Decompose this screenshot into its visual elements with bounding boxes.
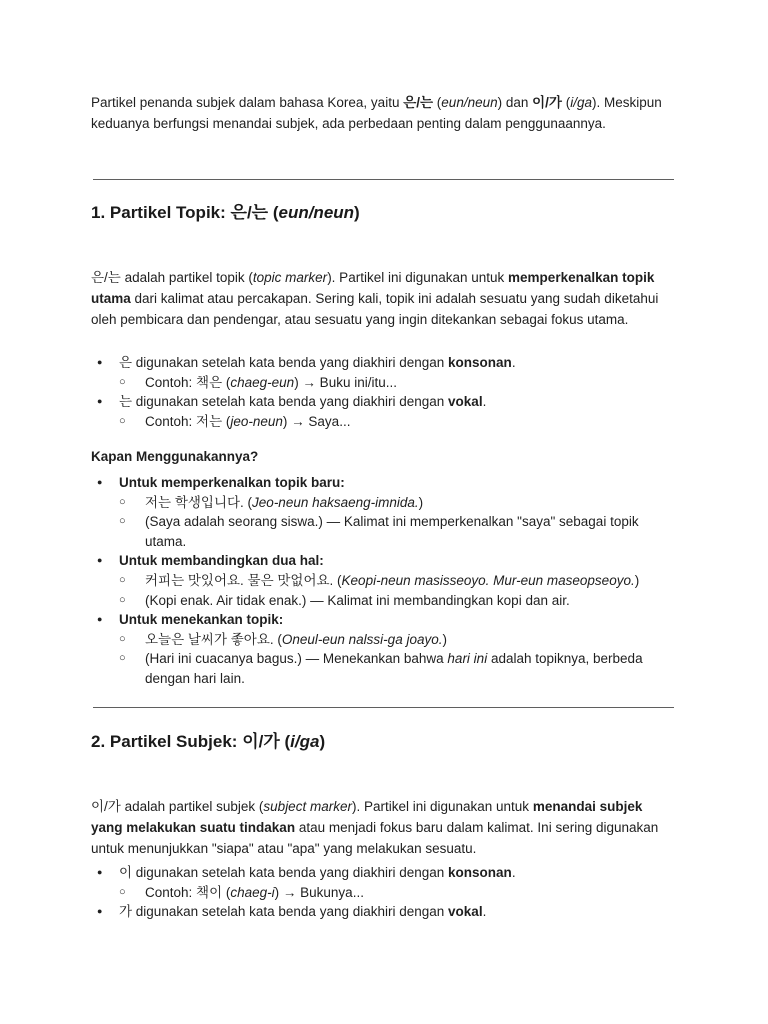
- example-korean: 커피는 맛있어요. 물은 맛없어요. (: [145, 572, 342, 588]
- heading-text: (: [279, 732, 291, 751]
- example-item: [119, 883, 671, 903]
- sub-list: [119, 883, 671, 903]
- section1-heading: [91, 201, 360, 225]
- intro-text: (: [561, 95, 571, 110]
- example-roman: chaeg-eun: [230, 374, 295, 390]
- item-bold: vokal: [448, 904, 483, 920]
- example-text: Contoh: 저는 (: [145, 413, 231, 429]
- intro-text: ). Meskipun keduanya berfungsi menandai subjek, ada perbedaan penting dalam penggunaannya.: [91, 95, 662, 131]
- item-text: 가 digunakan setelah kata benda yang diakhiri dengan: [119, 904, 449, 920]
- section1-description: [91, 267, 661, 330]
- explanation-text: (Kopi enak. Air tidak enak.) — Kalimat ini membandingkan kopi dan air.: [145, 592, 570, 608]
- heading-roman: i/ga: [290, 732, 320, 751]
- desc-text: 이/가 adalah partikel subjek (: [91, 799, 264, 814]
- explanation-italic: hari ini: [447, 651, 488, 667]
- explanation-text: (Hari ini cuacanya bagus.) — Menekankan bahwa: [145, 651, 448, 667]
- divider: [93, 707, 674, 708]
- intro-text: Partikel penanda subjek dalam bahasa Korea, yaitu: [91, 95, 404, 110]
- intro-paragraph: [91, 92, 691, 134]
- divider: [93, 179, 674, 180]
- example-text: ) → Buku ini/itu...: [294, 374, 397, 390]
- example-roman: jeo-neun: [230, 413, 283, 429]
- when-heading: Kapan Menggunakannya?: [91, 449, 259, 464]
- example-item: [119, 373, 671, 393]
- item-bold: konsonan: [448, 355, 512, 370]
- list-item: [91, 610, 671, 688]
- example-text: Contoh: 책은 (: [145, 374, 231, 390]
- desc-text: dari kalimat atau percakapan. Sering kali, topik ini adalah sesuatu yang sudah diketahui oleh pembicara dan pendengar, atau sesuatu yang ingin ditekankan sebagai fokus utama.: [91, 291, 659, 327]
- sub-list: [119, 571, 671, 610]
- example-item: [119, 630, 671, 650]
- list-item: [91, 551, 671, 610]
- desc-bold: menandai subjek yang melakukan suatu tindakan: [91, 799, 643, 835]
- list-item: [91, 902, 671, 922]
- explanation-text: adalah topiknya, berbeda dengan hari lain.: [145, 651, 643, 686]
- example-roman: Jeo-neun haksaeng-imnida.: [252, 494, 419, 510]
- list-item: [91, 392, 671, 431]
- item-bold: vokal: [448, 394, 483, 410]
- use-label: Untuk membandingkan dua hal:: [119, 553, 324, 569]
- example-text: ) → Bukunya...: [274, 884, 364, 900]
- item-text: 는 digunakan setelah kata benda yang diakhiri dengan: [119, 394, 449, 410]
- example-text: ): [442, 631, 447, 647]
- intro-korean: 은/는: [403, 95, 434, 110]
- example-roman: chaeg-i: [230, 884, 275, 900]
- heading-roman: eun/neun: [278, 203, 355, 222]
- intro-text: (: [433, 95, 442, 110]
- example-korean: 오늘은 날씨가 좋아요. (: [145, 631, 282, 647]
- heading-text: 2. Partikel Subjek:: [91, 732, 243, 751]
- intro-roman: eun/neun: [441, 95, 498, 110]
- item-text: .: [511, 865, 516, 880]
- item-text: .: [482, 394, 487, 410]
- sub-list: [119, 373, 671, 393]
- explanation-item: [119, 591, 671, 611]
- heading-text: ): [319, 732, 326, 751]
- heading-korean: 은/는: [230, 203, 269, 222]
- sub-list: [119, 630, 671, 689]
- heading-text: 1. Partikel Topik:: [91, 203, 231, 222]
- list-item: [91, 353, 671, 392]
- desc-text: 은/는 adalah partikel topik (: [91, 270, 253, 285]
- example-korean: 저는 학생입니다. (: [145, 494, 253, 510]
- use-label: Untuk menekankan topik:: [119, 612, 284, 628]
- item-text: .: [482, 904, 487, 920]
- explanation-item: [119, 512, 671, 551]
- desc-italic: subject marker: [263, 799, 352, 814]
- example-text: ): [418, 494, 424, 510]
- explanation-text: (Saya adalah seorang siswa.) — Kalimat ini memperkenalkan "saya" sebagai topik utama.: [145, 514, 639, 549]
- desc-text: ). Partikel ini digunakan untuk: [327, 270, 509, 285]
- heading-text: (: [268, 203, 279, 222]
- example-text: Contoh: 책이 (: [145, 884, 231, 900]
- desc-text: atau menjadi fokus baru dalam kalimat. Ini sering digunakan untuk menunjukkan "siapa" atau "apa" yang melakukan sesuatu.: [91, 820, 659, 856]
- explanation-item: [119, 649, 671, 688]
- list-item: [91, 863, 671, 902]
- item-bold: konsonan: [448, 865, 512, 880]
- item-text: 은 digunakan setelah kata benda yang diakhiri dengan: [119, 355, 449, 370]
- intro-korean: 이/가: [532, 95, 562, 110]
- use-label: Untuk memperkenalkan topik baru:: [119, 475, 345, 490]
- section2-heading: [91, 730, 325, 754]
- example-item: [119, 412, 671, 432]
- desc-text: ). Partikel ini digunakan untuk: [351, 799, 533, 814]
- example-roman: Oneul-eun nalssi-ga joayo.: [281, 631, 443, 647]
- intro-text: ) dan: [497, 95, 533, 110]
- item-text: .: [511, 355, 516, 370]
- example-text: ): [634, 572, 640, 588]
- example-item: [119, 571, 671, 591]
- example-item: [119, 493, 671, 513]
- desc-bold: memperkenalkan topik utama: [91, 270, 655, 306]
- intro-roman: i/ga: [570, 95, 593, 110]
- sub-list: [119, 493, 671, 552]
- sub-list: [119, 412, 671, 432]
- example-text: ) → Saya...: [282, 413, 351, 429]
- section1-uses-list: [91, 473, 671, 689]
- section1-rules-list: [91, 353, 671, 431]
- heading-text: ): [354, 203, 360, 222]
- list-item: [91, 473, 671, 551]
- example-roman: Keopi-neun masisseoyo. Mur-eun maseopseoyo.: [341, 572, 635, 588]
- section2-description: [91, 796, 661, 859]
- desc-italic: topic marker: [252, 270, 328, 285]
- heading-korean: 이/가: [242, 732, 280, 751]
- item-text: 이 digunakan setelah kata benda yang diakhiri dengan: [119, 865, 449, 880]
- section2-rules-list: [91, 863, 671, 922]
